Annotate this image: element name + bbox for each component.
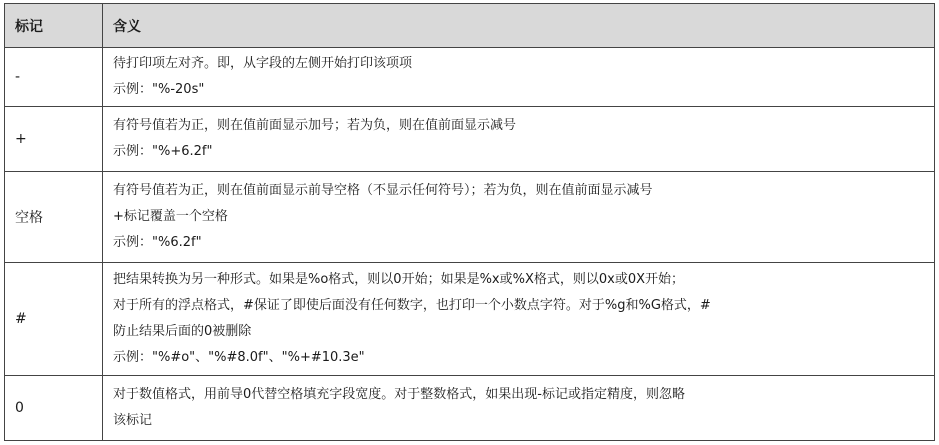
table-row: [5, 172, 935, 263]
flag-cell: -: [5, 48, 103, 107]
description-line: 待打印项左对齐。即，从字段的左侧开始打印该项项: [113, 56, 413, 71]
table-row: [5, 376, 935, 441]
description-line: 有符号值若为正，则在值前面显示加号；若为负，则在值前面显示减号: [113, 118, 517, 133]
example-line: 示例："%#o"、"%#8.0f"、"%+#10.3e": [113, 350, 365, 365]
description-line: 把结果转换为另一种形式。如果是%o格式，则以0开始；如果是%x或%X格式，则以0x或0X开始；: [113, 272, 685, 287]
format-flags-table: [4, 3, 935, 441]
meaning-cell: [103, 48, 935, 107]
table-row: [5, 48, 935, 107]
meaning-cell: [103, 172, 935, 263]
example-line: 示例："%+6.2f": [113, 144, 213, 159]
flag-cell: +: [5, 107, 103, 172]
table-row: [5, 263, 935, 376]
header-meaning: 含义: [103, 4, 935, 48]
description-line: +标记覆盖一个空格: [113, 209, 228, 224]
description-line: 对于所有的浮点格式，#保证了即使后面没有任何数字，也打印一个小数点字符。对于%g和%G格式，#: [113, 298, 711, 313]
example-line: 示例："%-20s": [113, 82, 205, 97]
flag-cell: 0: [5, 376, 103, 441]
header-row: [5, 4, 935, 48]
header-flag: 标记: [5, 4, 103, 48]
flag-cell: 空格: [5, 172, 103, 263]
meaning-cell: [103, 107, 935, 172]
meaning-cell: [103, 376, 935, 441]
table-row: [5, 107, 935, 172]
flag-cell: #: [5, 263, 103, 376]
description-line: 该标记: [113, 413, 153, 428]
description-line: 对于数值格式，用前导0代替空格填充字段宽度。对于整数格式，如果出现-标记或指定精度，则忽略: [113, 387, 685, 402]
description-line: 有符号值若为正，则在值前面显示前导空格（不显示任何符号）；若为负，则在值前面显示减号: [113, 183, 653, 198]
example-line: 示例："%6.2f": [113, 235, 202, 250]
description-line: 防止结果后面的0被删除: [113, 324, 252, 339]
meaning-cell: [103, 263, 935, 376]
